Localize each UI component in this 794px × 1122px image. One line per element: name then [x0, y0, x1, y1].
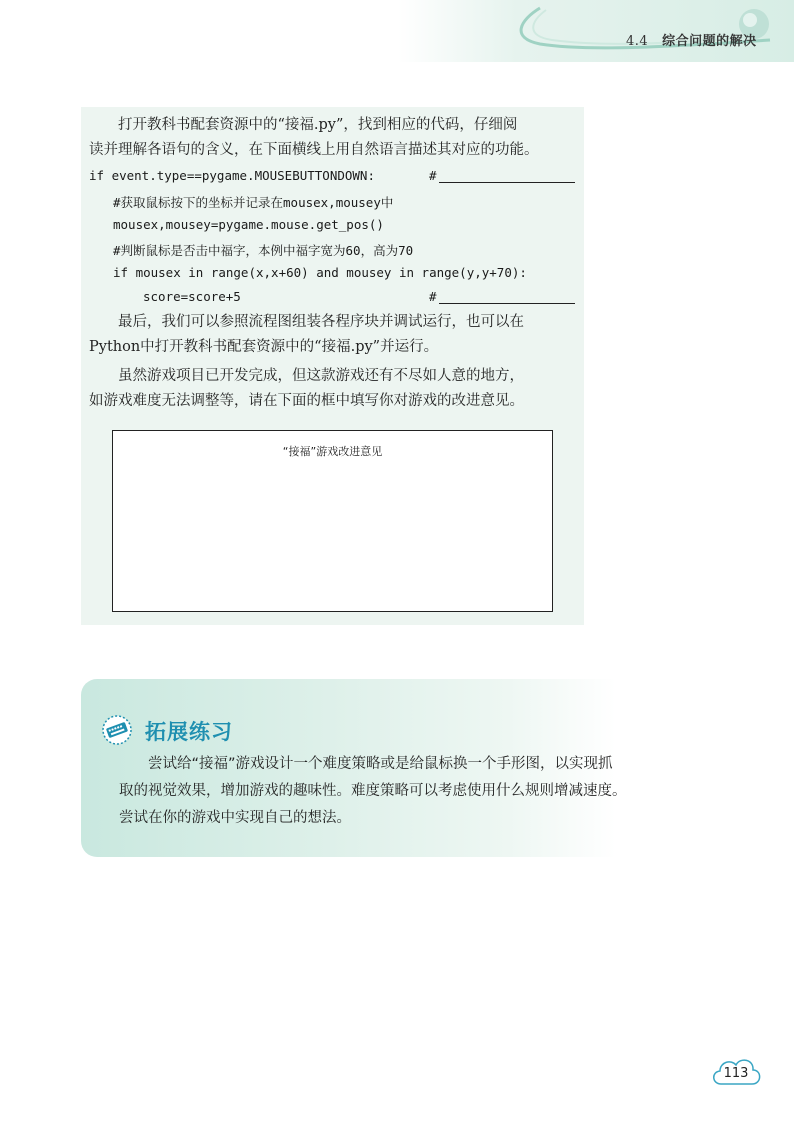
improvement-answer-box[interactable]	[112, 430, 553, 612]
code-line-5: if mousex in range(x,x+60) and mousey in range(y,y+70):	[113, 265, 527, 280]
extension-line-3: 尝试在你的游戏中实现自己的想法。	[119, 810, 351, 826]
intro-line-2: 读并理解各语句的含义，在下面横线上用自然语言描述其对应的功能。	[89, 142, 539, 158]
final-line-2: Python中打开教科书配套资源中的“接福.py”并运行。	[89, 339, 439, 355]
running-header	[626, 30, 757, 49]
code-line-2: #获取鼠标按下的坐标并记录在mousex,mousey中	[113, 195, 394, 210]
extension-text	[119, 751, 699, 832]
improve-line-1: 虽然游戏项目已开发完成，但这款游戏还有不尽如人意的地方，	[118, 368, 524, 384]
intro-line-1: 打开教科书配套资源中的“接福.py”，找到相应的代码，仔细阅	[118, 117, 518, 133]
extension-line-2: 取的视觉效果，增加游戏的趣味性。难度策略可以考虑使用什么规则增减速度。	[119, 783, 627, 799]
extension-title: 拓展练习	[145, 720, 233, 744]
code-line-6: score=score+5	[143, 289, 241, 304]
code-line-1: if event.type==pygame.MOUSEBUTTONDOWN:	[89, 168, 375, 183]
code-line-4: #判断鼠标是否击中福字，本例中福字宽为60，高为70	[113, 243, 414, 258]
blank-hash-1: #	[429, 168, 437, 183]
answer-blank-1[interactable]	[439, 182, 575, 183]
answer-box-title: “接福”游戏改进意见	[282, 445, 383, 458]
exercise-panel	[81, 107, 584, 625]
final-line-1: 最后，我们可以参照流程图组装各程序块并调试运行，也可以在	[118, 314, 524, 330]
section-number: 4.4	[626, 34, 649, 49]
code-line-3: mousex,mousey=pygame.mouse.get_pos()	[113, 217, 384, 232]
page-number: 113	[723, 1066, 749, 1081]
answer-blank-2[interactable]	[439, 303, 575, 304]
blank-hash-2: #	[429, 289, 437, 304]
extension-line-1: 尝试给“接福”游戏设计一个难度策略或是给鼠标换一个手形图，以实现抓	[148, 756, 613, 772]
keyboard-icon	[101, 714, 133, 746]
section-title: 综合问题的解决	[662, 34, 757, 49]
improve-line-2: 如游戏难度无法调整等，请在下面的框中填写你对游戏的改进意见。	[89, 393, 524, 409]
